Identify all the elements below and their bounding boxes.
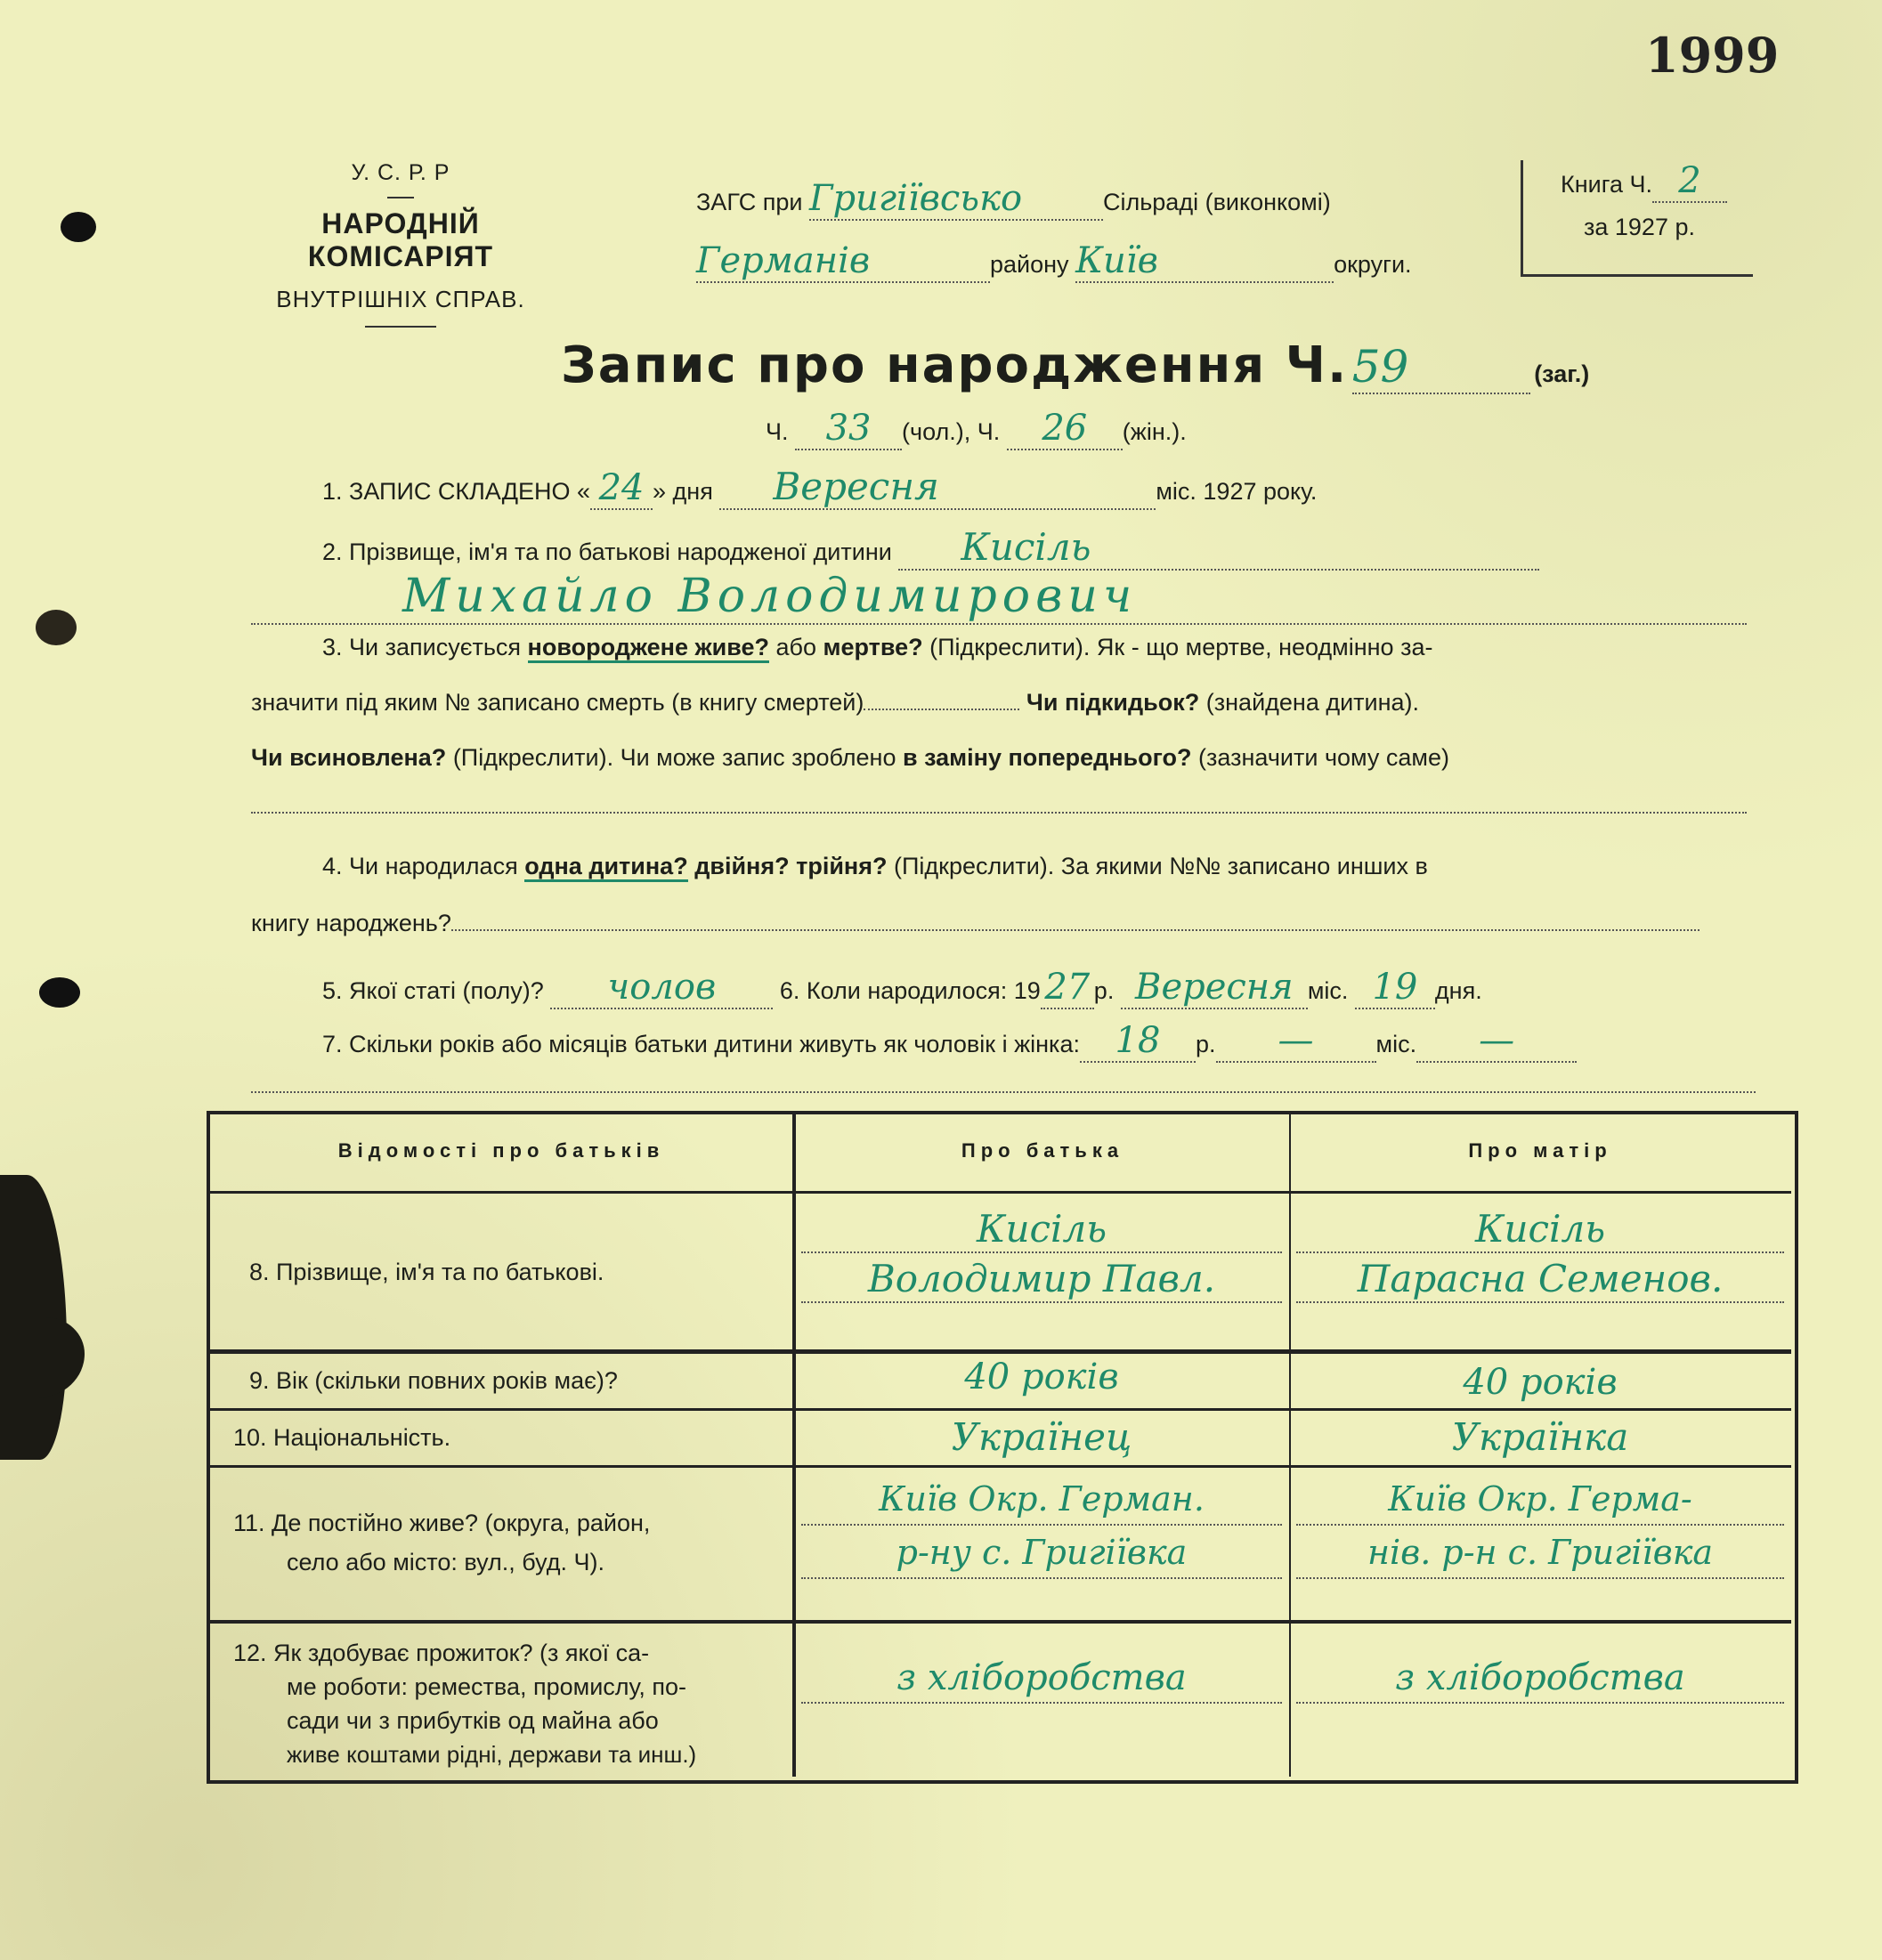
item7-r: р. — [1195, 1031, 1216, 1057]
record-day: 24 — [590, 467, 653, 510]
okruha-label: округи. — [1334, 251, 1412, 278]
father-address-2: р-ну с. Григіївка — [896, 1533, 1188, 1572]
record-number: 59 — [1352, 341, 1530, 394]
book-label: Книга Ч. — [1561, 171, 1652, 198]
row11-dotline — [1296, 1577, 1784, 1579]
row12-dotline — [1296, 1702, 1784, 1704]
item6-label: 6. Коли народилося: 19 — [779, 977, 1041, 1004]
col-divider — [792, 1114, 796, 1777]
item6-mis: міс. — [1307, 977, 1349, 1004]
row11-dotline — [1296, 1524, 1784, 1526]
row11-dotline — [801, 1577, 1282, 1579]
row12-dotline — [801, 1702, 1282, 1704]
item3-l3b: (Підкреслити). Чи може запис зроблено — [452, 744, 896, 771]
item3-blank-line — [251, 812, 1747, 814]
zags-line — [696, 178, 1331, 221]
torn-edge — [0, 1317, 85, 1397]
total-label: (заг.) — [1534, 360, 1590, 387]
mother-surname: Кисіль — [1474, 1207, 1606, 1251]
item3-dead: мертве? — [823, 634, 923, 660]
district-line — [696, 240, 1412, 283]
item3-adopted: Чи всиновлена? — [251, 744, 447, 771]
item3-l2c: (знайдена дитина). — [1205, 689, 1420, 716]
book-box — [1521, 160, 1753, 277]
row-divider — [210, 1620, 1791, 1624]
item3-a: 3. Чи записується — [322, 634, 522, 660]
row8-dotline — [1296, 1251, 1784, 1253]
item5-label: 5. Якої статі (полу)? — [322, 977, 544, 1004]
item1-prefix: 1. ЗАПИС СКЛАДЕНО « — [322, 478, 591, 505]
item-3-line2 — [251, 689, 1419, 717]
item3-replacement: в заміну попереднього? — [903, 744, 1192, 771]
row12-label-4: живе коштами рідні, держави та инш.) — [287, 1741, 697, 1768]
header-father: Про батька — [961, 1139, 1124, 1162]
row10-label: 10. Національність. — [233, 1424, 451, 1451]
row8-dotline — [801, 1251, 1282, 1253]
row8-dotline — [1296, 1301, 1784, 1303]
male-label: (чол.), Ч. — [902, 418, 1001, 445]
ministry-block — [240, 160, 561, 328]
district-field: Германів — [696, 240, 990, 283]
item3-l2a: значити під яким № записано смерть (в книгу смертей) — [251, 689, 864, 716]
row11-dotline — [801, 1524, 1282, 1526]
item4-a: 4. Чи народилася — [322, 853, 518, 879]
item-2 — [322, 525, 1539, 571]
okruha-field: Київ — [1075, 240, 1334, 283]
item-4-line2 — [251, 910, 1699, 937]
child-sex: чолов — [550, 967, 773, 1009]
row12-label-1: 12. Як здобуває прожиток? (з якої са- — [233, 1640, 650, 1666]
item4-twins: двійня? трійня? — [694, 853, 888, 879]
row9-label: 9. Вік (скільки повних років має)? — [249, 1367, 618, 1394]
book-year: за 1927 р. — [1584, 214, 1695, 240]
header-mother: Про матір — [1468, 1139, 1612, 1162]
item4-d: (Підкреслити). За якими №№ записано инших в — [894, 853, 1428, 879]
book-number: 2 — [1652, 160, 1727, 203]
mother-nationality: Українка — [1451, 1415, 1629, 1459]
father-age: 40 років — [964, 1357, 1119, 1397]
item1-mid: » дня — [653, 478, 713, 505]
item3-l3d: (зазначити чому саме) — [1198, 744, 1449, 771]
father-surname: Кисіль — [976, 1207, 1107, 1251]
ch-label: Ч. — [766, 418, 789, 445]
birth-year: 27 — [1041, 967, 1094, 1009]
zags-prefix: ЗАГС при — [696, 189, 803, 215]
district-label: району — [990, 251, 1069, 278]
female-label: (жін.). — [1122, 418, 1187, 445]
item-1 — [322, 465, 1317, 510]
row-divider — [210, 1349, 1791, 1354]
row12-label-3: сади чи з прибутків од майна або — [287, 1707, 659, 1734]
item-7 — [322, 1020, 1577, 1063]
row-divider — [210, 1191, 1791, 1194]
item3-foundling: Чи підкидьок? — [1026, 689, 1200, 716]
female-count: 26 — [1007, 408, 1123, 450]
item3-alive-underlined: новороджене живе? — [528, 634, 769, 663]
birth-month: Вересня — [1121, 967, 1308, 1009]
mother-livelihood: з хліборобства — [1395, 1657, 1685, 1698]
father-address-1: Київ Окр. Герман. — [879, 1479, 1205, 1519]
item3-c: або — [775, 634, 816, 660]
item7-tail: — — [1416, 1020, 1577, 1063]
mother-address-2: нів. р-н с. Григіївка — [1367, 1533, 1714, 1572]
item-4-line1 — [322, 853, 1428, 880]
punch-hole — [36, 610, 77, 645]
punch-hole — [61, 212, 96, 242]
record-title: Запис про народження Ч. — [561, 336, 1349, 394]
mother-name: Парасна Семенов. — [1357, 1257, 1724, 1300]
child-surname: Кисіль — [898, 525, 1539, 571]
child-name: Михайло Володимирович — [251, 570, 1747, 625]
item7-label: 7. Скільки років або місяців батьки дитини живуть як чоловік і жінка: — [322, 1031, 1080, 1057]
item7-blank-line — [251, 1091, 1756, 1093]
state-label: У. С. Р. Р — [351, 160, 450, 185]
header-parents-info: Відомості про батьків — [337, 1139, 665, 1162]
item-5-6 — [322, 967, 1482, 1009]
punch-hole — [39, 977, 80, 1008]
item4-l2: книгу народжень? — [251, 910, 451, 936]
mother-age: 40 років — [1463, 1362, 1618, 1403]
item4-single-underlined: одна дитина? — [524, 853, 687, 882]
marriage-months: — — [1216, 1020, 1376, 1063]
mother-address-1: Київ Окр. Герма- — [1388, 1479, 1692, 1519]
father-livelihood: з хліборобства — [896, 1657, 1187, 1698]
council-label: Сільраді (виконкомі) — [1102, 189, 1331, 215]
row8-dotline — [801, 1301, 1282, 1303]
item1-suffix: міс. 1927 року. — [1156, 478, 1318, 505]
col-divider — [1289, 1114, 1291, 1777]
item6-dnia: дня. — [1434, 977, 1482, 1004]
ministry-name: НАРОДНІЙ КОМІСАРІЯТ — [307, 207, 494, 272]
record-title-line — [561, 336, 1589, 394]
item3-e: (Підкреслити). Як - що мертве, неодмінно за- — [929, 634, 1433, 660]
row11-label-1: 11. Де постійно живе? (округа, район, — [233, 1510, 651, 1536]
item7-mis: міс. — [1375, 1031, 1417, 1057]
item2-label: 2. Прізвище, ім'я та по батькові народженої дитини — [322, 539, 892, 565]
item-3-line3 — [251, 744, 1449, 772]
item-3-line1 — [322, 634, 1432, 661]
book-number-line — [1561, 160, 1727, 203]
father-nationality: Українец — [951, 1415, 1132, 1459]
village-field: Григіївсько — [809, 178, 1103, 221]
row-divider — [210, 1465, 1791, 1468]
archive-number: 1999 — [1645, 27, 1780, 84]
marriage-years: 18 — [1080, 1020, 1196, 1063]
ministry-sub: ВНУТРІШНІХ СПРАВ. — [276, 286, 525, 312]
row11-label-2: село або місто: вул., буд. Ч). — [287, 1549, 604, 1575]
male-count: 33 — [795, 408, 902, 450]
birth-day: 19 — [1355, 967, 1435, 1009]
item6-r: р. — [1093, 977, 1115, 1004]
row12-label-2: ме роботи: ремества, промислу, по- — [287, 1673, 686, 1700]
row-divider — [210, 1408, 1791, 1411]
record-count-line — [766, 408, 1187, 450]
father-name: Володимир Павл. — [867, 1257, 1216, 1300]
record-month: Вересня — [719, 465, 1156, 510]
row8-label: 8. Прізвище, ім'я та по батькові. — [249, 1259, 604, 1285]
